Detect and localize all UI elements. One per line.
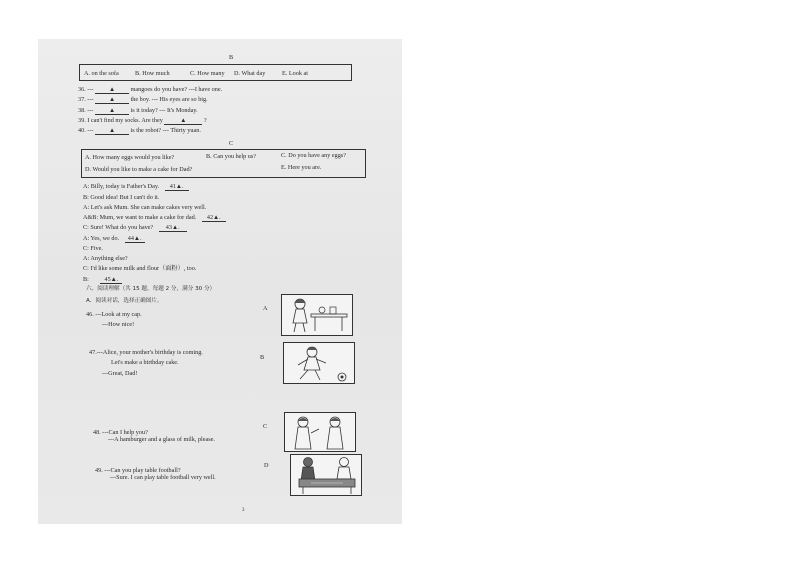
option-c-b: B. Can you help us?	[206, 153, 257, 160]
option-b-d: D. What day	[234, 70, 266, 77]
page-number: 3	[242, 508, 245, 513]
picture-d-table-football-illustration	[290, 454, 362, 496]
question-49-line-2: ---Sure. I can play table football very well.	[110, 474, 216, 481]
option-c-c: C. Do you have any eggs?	[281, 152, 346, 159]
question-46-line-2: ---How nice!	[102, 321, 135, 328]
picture-label-c: C	[263, 423, 268, 430]
question-48-line-1: 48. ---Can I help you?	[93, 429, 148, 436]
dialogue-line-7: C: Five.	[83, 245, 103, 252]
option-b-b: B. How much	[135, 70, 170, 77]
picture-a-cap-illustration	[281, 294, 353, 336]
dialogue-line-6: A: Yes, we do. 44▲.	[83, 235, 145, 243]
section-b-options-box	[79, 64, 352, 81]
picture-label-d: D	[264, 462, 269, 469]
picture-b-cake-illustration	[283, 342, 355, 384]
dialogue-line-10: B: 45▲.	[83, 276, 122, 284]
question-47-line-1: 47.---Alice, your mother's birthday is coming.	[89, 349, 203, 356]
dialogue-line-5: C: Sure! What do you have? 43▲.	[83, 224, 187, 232]
question-38: 38. --- ▲ is it today? --- It's Monday.	[78, 107, 198, 114]
reading-section-title: 六、阅读理解（共 15 题，每题 2 分，满分 30 分）	[86, 286, 216, 292]
question-40: 40. --- ▲ is the robot? --- Thirty yuan.	[78, 127, 201, 134]
dialogue-line-4: A&B: Mum, we want to make a cake for dad. 42▲.	[83, 214, 226, 222]
question-47-line-2: Let's make a birthday cake.	[111, 359, 179, 366]
exam-page	[38, 39, 402, 524]
dialogue-line-9: C: I'd like some milk and flour（面粉）, too.	[83, 265, 197, 272]
section-c-heading: C	[229, 140, 234, 147]
question-47-line-3: ---Great, Dad!	[102, 370, 138, 377]
question-39: 39. I can't find my socks. Are they ▲ ?	[78, 117, 207, 124]
option-c-a: A. How many eggs would you like?	[85, 154, 175, 161]
option-b-a: A. on the sofa	[84, 70, 119, 77]
dialogue-line-8: A: Anything else?	[83, 255, 128, 262]
picture-label-b: B	[260, 354, 265, 361]
question-46-line-1: 46. ---Look at my cap.	[86, 311, 142, 318]
option-b-e: E. Look at	[282, 70, 308, 77]
option-c-e: E. Here you are.	[281, 164, 322, 171]
option-b-c: C. How many	[190, 70, 225, 77]
question-49-line-1: 49. ---Can you play table football?	[95, 467, 181, 474]
picture-label-a: A	[263, 305, 268, 312]
picture-c-shop-illustration	[284, 412, 356, 452]
dialogue-line-1: A: Billy, today is Father's Day. 41▲.	[83, 183, 189, 191]
dialogue-line-3: A: Let's ask Mum. She can make cakes very well.	[83, 204, 207, 211]
question-36: 36. --- ▲ mangoes do you have? ---I have one.	[78, 86, 223, 93]
question-48-line-2: ---A hamburger and a glass of milk, please.	[108, 436, 215, 443]
reading-part-a-instruction: A．阅读对话，选择正确图片。	[86, 298, 163, 304]
option-c-d: D. Would you like to make a cake for Dad?	[85, 166, 193, 173]
question-37: 37. --- ▲ the boy. --- His eyes are so big.	[78, 96, 208, 103]
dialogue-line-2: B: Good idea! But I can't do it.	[83, 194, 160, 201]
section-c-options-box	[81, 149, 366, 178]
section-b-heading: B	[229, 54, 234, 61]
